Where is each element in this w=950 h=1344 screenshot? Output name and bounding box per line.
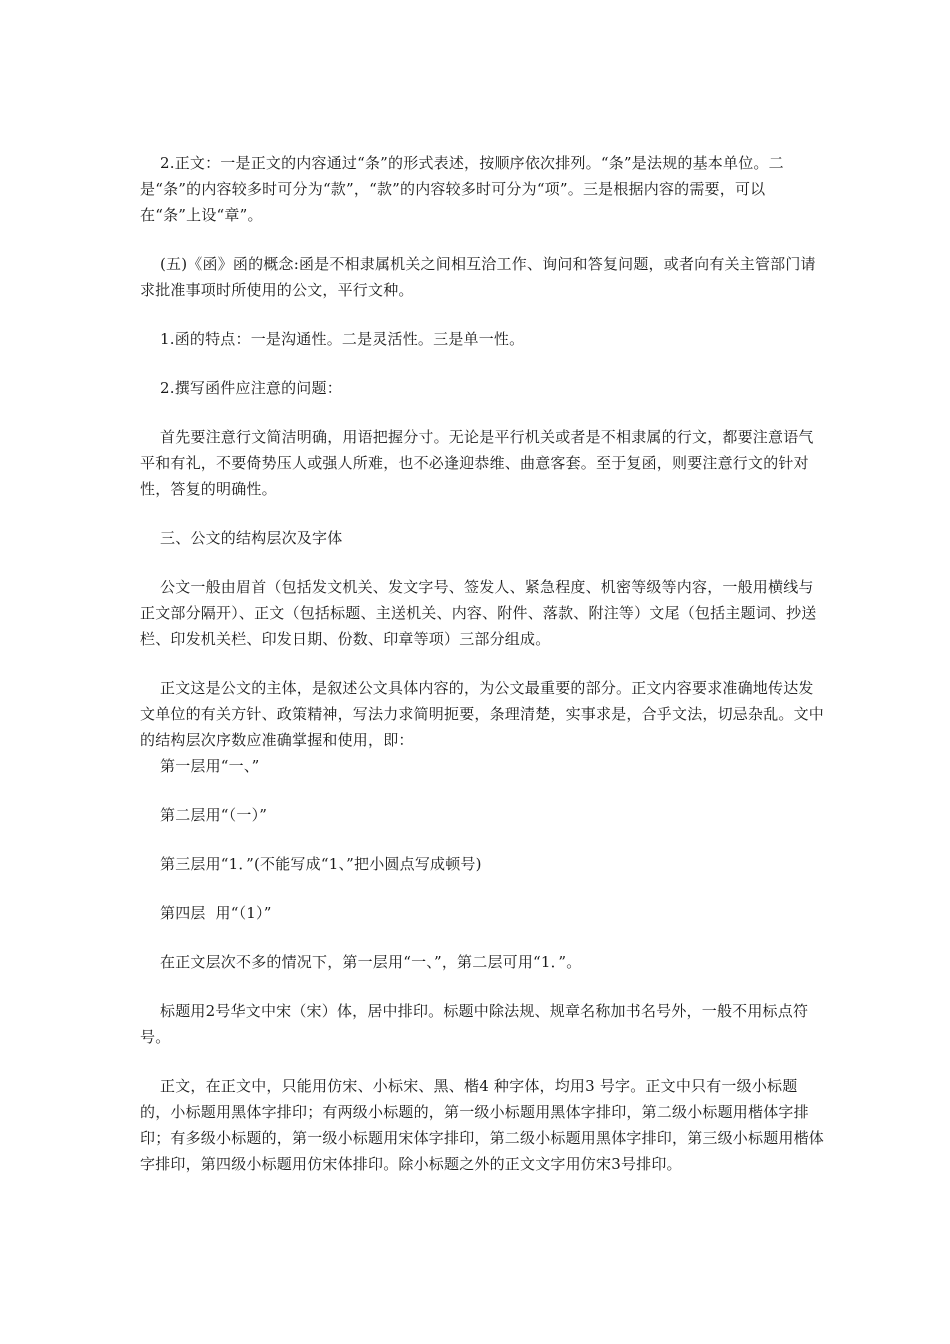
paragraph-letter-writing-issues: 2.撰写函件应注意的问题：	[160, 379, 342, 397]
paragraph-body-fonts: 正文，在正文中，只能用仿宋、小标宋、黑、楷4 种字体，均用3 号字。正文中只有一级小标题的，小标题用黑体字排印；有两级小标题的，第一级小标题用黑体字排印，第二级小标题用楷体字排印；有多级小标题的，第一级小标题用宋体字排印，第二级小标题用黑体字排印，第三级小标题用楷体字排印，第四级小标题用仿宋体排印。除小标题之外的正文文字用仿宋3号排印。	[140, 1077, 825, 1173]
level-one-numbering: 第一层用“一、”	[160, 757, 260, 775]
paragraph-document-composition: 公文一般由眉首（包括发文机关、发文字号、签发人、紧急程度、机密等级等内容，一般用横线与正文部分隔开）、正文（包括标题、主送机关、内容、附件、落款、附注等）文尾（包括主题词、抄送栏、印发机关栏、印发日期、份数、印章等项）三部分组成。	[140, 578, 817, 648]
section-heading-structure: 三、公文的结构层次及字体	[160, 529, 343, 547]
document-page	[140, 150, 825, 1200]
paragraph-few-levels: 在正文层次不多的情况下，第一层用“一、”，第二层可用“1．”。	[160, 953, 582, 971]
paragraph-title-font: 标题用2号华文中宋（宋）体，居中排印。标题中除法规、规章名称加书名号外，一般不用标点符号。	[140, 1002, 809, 1046]
paragraph-letter-writing-advice: 首先要注意行文简洁明确，用语把握分寸。无论是平行机关或者是不相隶属的行文，都要注意语气平和有礼，不要倚势压人或强人所难，也不必逢迎恭维、曲意客套。至于复函，则要注意行文的针对性，答复的明确性。	[140, 428, 814, 498]
level-three-numbering: 第三层用“1．”(不能写成“1、”把小圆点写成顿号)	[160, 855, 482, 873]
paragraph-main-text-rules: 2.正文：一是正文的内容通过“条”的形式表述，按顺序依次排列。“条”是法规的基本单位。二是“条”的内容较多时可分为“款”，“款”的内容较多时可分为“项”。三是根据内容的需要，可以在“条”上设“章”。	[140, 154, 784, 224]
paragraph-main-body: 正文这是公文的主体，是叙述公文具体内容的，为公文最重要的部分。正文内容要求准确地传达发文单位的有关方针、政策精神，写法力求简明扼要，条理清楚，实事求是，合乎文法，切忌杂乱。文中的结构层次序数应准确掌握和使用，即：	[140, 679, 825, 749]
paragraph-letter-concept: (五)《函》函的概念:函是不相隶属机关之间相互洽工作、询问和答复问题，或者向有关主管部门请求批准事项时所使用的公文，平行文种。	[140, 255, 816, 299]
level-four-numbering: 第四层 用“（1）”	[160, 904, 272, 922]
paragraph-letter-features: 1.函的特点：一是沟通性。二是灵活性。三是单一性。	[160, 330, 525, 348]
level-two-numbering: 第二层用“（一）”	[160, 806, 268, 824]
